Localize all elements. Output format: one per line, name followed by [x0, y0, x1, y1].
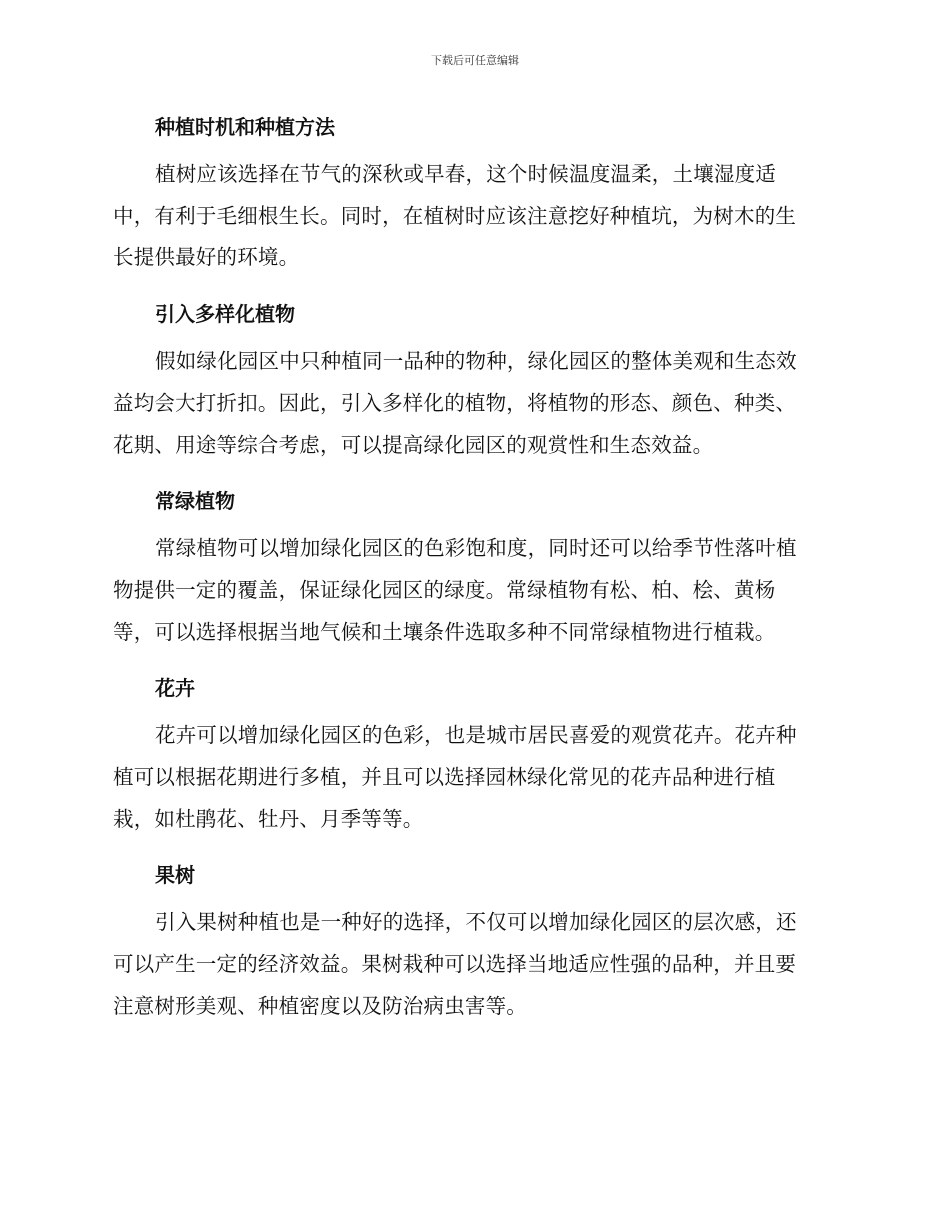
paragraph-line: 中，有利于毛细根生长。同时，在植树时应该注意挖好种植坑，为树木的生	[113, 203, 797, 228]
paragraph-line: 益均会大打折扣。因此，引入多样化的植物，将植物的形态、颜色、种类、	[113, 390, 797, 415]
section-paragraph	[113, 528, 837, 653]
section-fruit-trees	[113, 860, 837, 1027]
section-diverse-plants	[113, 299, 837, 466]
paragraph-line: 栽，如杜鹃花、牡丹、月季等等。	[113, 806, 424, 831]
paragraph-line: 可以产生一定的经济效益。果树栽种可以选择当地适应性强的品种，并且要	[113, 952, 797, 977]
section-paragraph	[113, 154, 837, 279]
paragraph-line: 注意树形美观、种植密度以及防治病虫害等。	[113, 993, 527, 1018]
section-heading: 花卉	[155, 676, 195, 701]
paragraph-line: 等，可以选择根据当地气候和土壤条件选取多种不同常绿植物进行植栽。	[113, 619, 776, 644]
section-heading: 果树	[155, 863, 195, 888]
section-heading: 种植时机和种植方法	[155, 115, 335, 139]
paragraph-line: 长提供最好的环境。	[113, 245, 300, 270]
section-heading: 常绿植物	[155, 489, 235, 514]
page-header: 下载后可任意编辑	[431, 54, 519, 67]
section-flowers	[113, 673, 837, 840]
paragraph-line: 植可以根据花期进行多植，并且可以选择园林绿化常见的花卉品种进行植	[113, 765, 776, 790]
section-paragraph	[113, 341, 837, 466]
section-evergreen	[113, 486, 837, 653]
section-paragraph	[113, 902, 837, 1027]
paragraph-line: 常绿植物可以增加绿化园区的色彩饱和度，同时还可以给季节性落叶植	[155, 536, 797, 561]
paragraph-line: 花期、用途等综合考虑，可以提高绿化园区的观赏性和生态效益。	[113, 432, 714, 457]
paragraph-line: 物提供一定的覆盖，保证绿化园区的绿度。常绿植物有松、柏、桧、黄杨	[113, 577, 776, 602]
section-planting-timing	[113, 112, 837, 279]
paragraph-line: 假如绿化园区中只种植同一品种的物种，绿化园区的整体美观和生态效	[155, 349, 797, 374]
paragraph-line: 引入果树种植也是一种好的选择，不仅可以增加绿化园区的层次感，还	[155, 910, 797, 935]
section-heading: 引入多样化植物	[155, 302, 295, 327]
section-paragraph	[113, 715, 837, 840]
paragraph-line: 植树应该选择在节气的深秋或早春，这个时候温度温柔，土壤湿度适	[155, 162, 776, 186]
document-body	[113, 112, 837, 1048]
paragraph-line: 花卉可以增加绿化园区的色彩，也是城市居民喜爱的观赏花卉。花卉种	[155, 723, 797, 748]
